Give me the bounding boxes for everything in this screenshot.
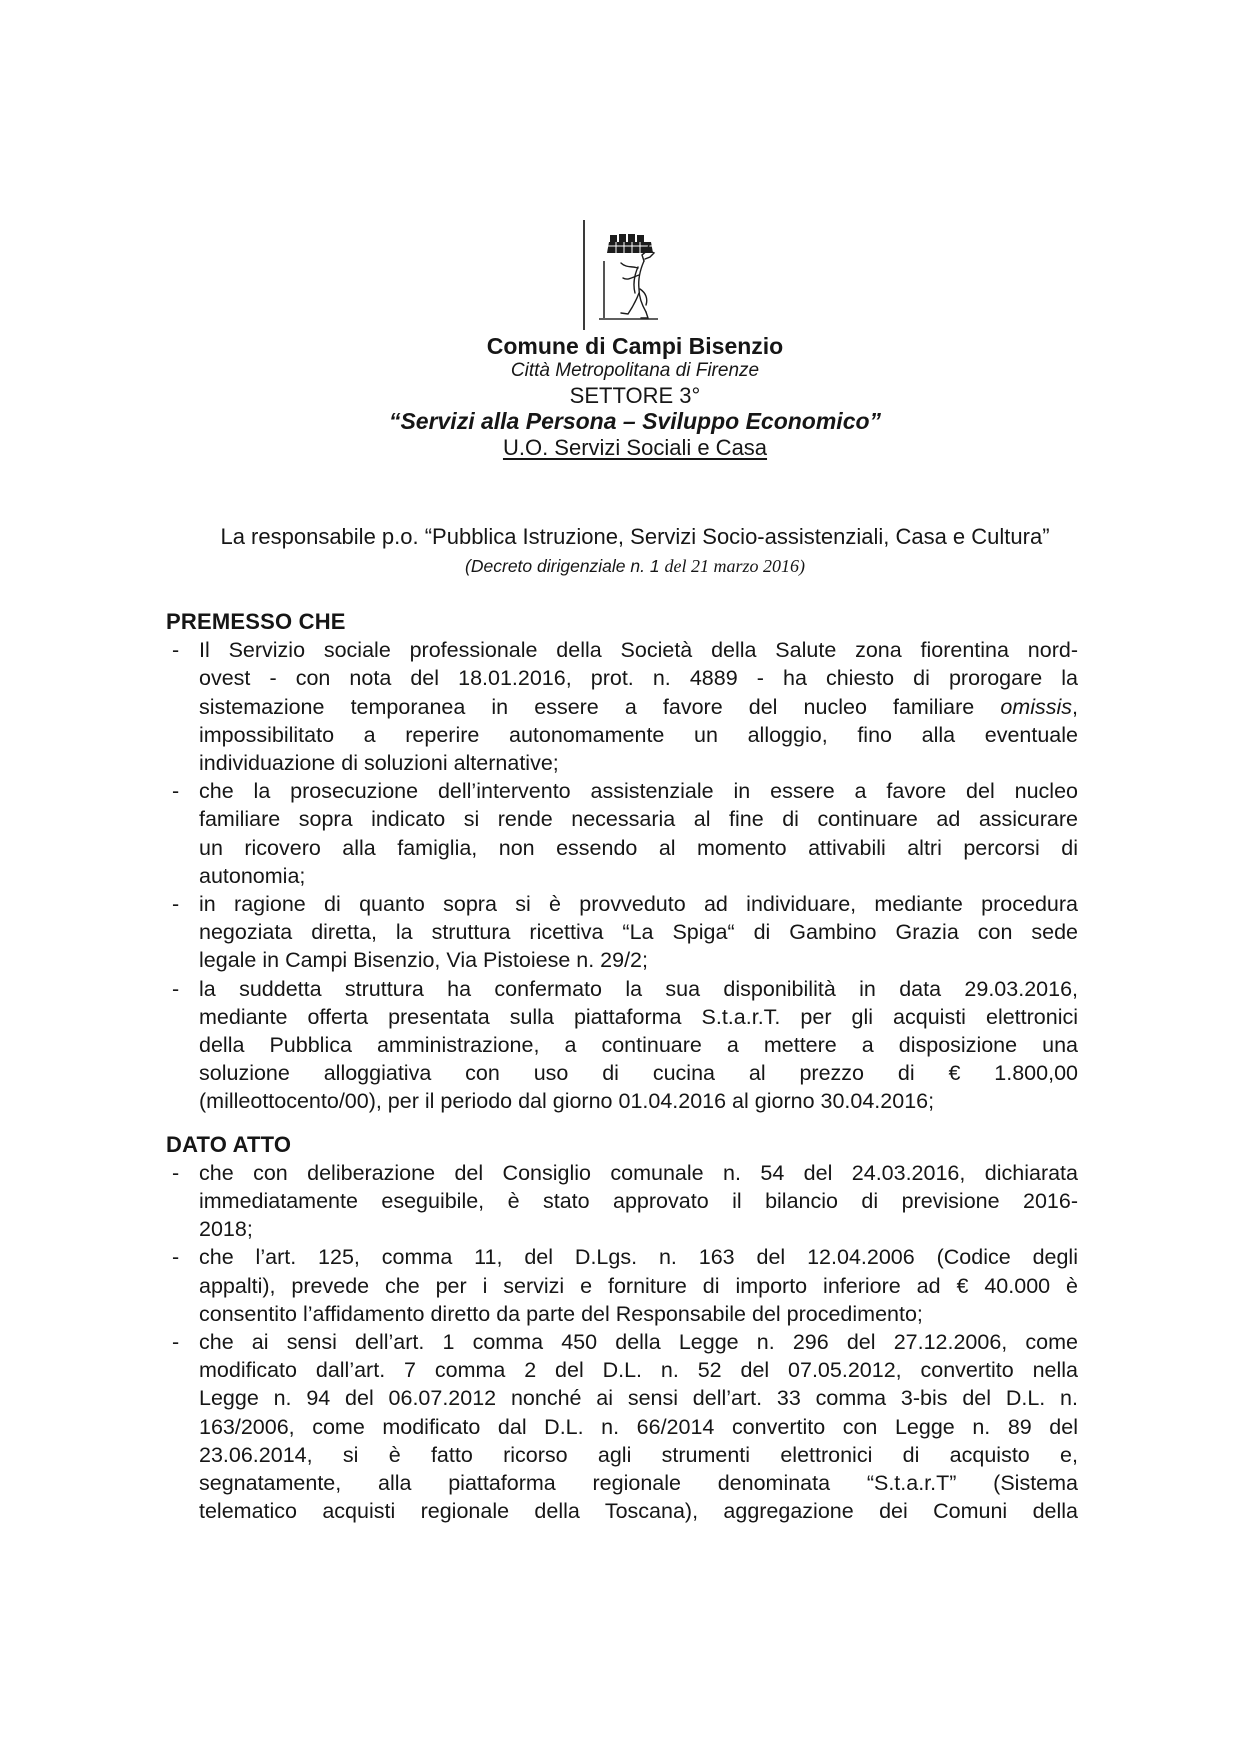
list-item-marker: -: [172, 1160, 180, 1185]
list-item: [166, 1243, 1078, 1328]
text-line: la suddetta struttura ha confermato la sua disponibilità in data 29.03.2016,: [199, 976, 1078, 1001]
text-line: consentito l’affidamento diretto da parte del Responsabile del procedimento;: [199, 1301, 923, 1326]
decree-part-serif: del 21 marzo 2016): [664, 556, 805, 576]
section-heading: DATO ATTO: [166, 1131, 292, 1157]
mural-crown-icon: [607, 234, 653, 253]
section: [166, 608, 1078, 1116]
decree-line: [31, 555, 1239, 577]
text-line: della Pubblica amministrazione, a continuare a mettere a disposizione una: [199, 1033, 1078, 1058]
text-line: Legge n. 94 del 06.07.2012 nonché ai sensi dell’art. 33 comma 3-bis del D.L. n.: [199, 1386, 1078, 1411]
section: [166, 1131, 1078, 1526]
text-line: telematico acquisti regionale della Toscana), aggregazione dei Comuni della: [199, 1499, 1078, 1524]
text-line: ovest - con nota del 18.01.2016, prot. n. 4889 - ha chiesto di prorogare la: [199, 666, 1078, 691]
text-line: un ricovero alla famiglia, non essendo al momento attivabili altri percorsi di: [199, 835, 1078, 860]
text-line: negoziata diretta, la struttura ricettiva “La Spiga“ di Gambino Grazia con sede: [199, 920, 1078, 945]
list-item: [166, 777, 1078, 890]
list-item-marker: -: [172, 892, 180, 917]
text-line: soluzione alloggiativa con uso di cucina al prezzo di € 1.800,00: [199, 1061, 1078, 1086]
division-title: “Servizi alla Persona – Sviluppo Economico”: [388, 408, 882, 434]
text-line: mediante offerta presentata sulla piattaforma S.t.a.r.T. per gli acquisti elettronici: [199, 1004, 1078, 1029]
list-item: [166, 1328, 1078, 1525]
org-subtitle: Città Metropolitana di Firenze: [510, 360, 760, 381]
document-header: [31, 334, 1239, 461]
crest-left-rule: [583, 220, 585, 330]
text-line: in ragione di quanto sopra si è provveduto ad individuare, mediante procedura: [199, 892, 1078, 917]
greyhound-icon: [621, 245, 654, 318]
list-item-marker: -: [172, 1245, 180, 1270]
text-line: 2018;: [199, 1217, 253, 1242]
text-line: legale in Campi Bisenzio, Via Pistoiese n. 29/2;: [199, 948, 648, 973]
coat-of-arms-icon: [594, 232, 666, 324]
text-line: immediatamente eseguibile, è stato approvato il bilancio di previsione 2016-: [199, 1189, 1078, 1214]
sector-title: SETTORE 3°: [569, 383, 701, 408]
text-line: impossibilitato a reperire autonomamente un alloggio, fino alla eventuale: [199, 722, 1078, 747]
text-line: sistemazione temporanea in essere a favore del nucleo familiare omissis,: [199, 694, 1078, 719]
text-line: che l’art. 125, comma 11, del D.Lgs. n. 163 del 12.04.2006 (Codice degli: [199, 1245, 1078, 1270]
text-line: che la prosecuzione dell’intervento assistenziale in essere a favore del nucleo: [199, 779, 1078, 804]
list-item: [166, 890, 1078, 975]
list-item: [166, 1159, 1078, 1244]
list-item-marker: -: [172, 779, 180, 804]
section-heading: PREMESSO CHE: [166, 609, 346, 634]
text-line: Il Servizio sociale professionale della Società della Salute zona fiorentina nord-: [199, 638, 1078, 663]
list-item-marker: -: [172, 1330, 180, 1355]
list-item: [166, 636, 1078, 777]
text-line: appalti), prevede che per i servizi e forniture di importo inferiore ad € 40.000 è: [199, 1273, 1078, 1298]
text-line: segnatamente, alla piattaforma regionale denominata “S.t.a.r.T” (Sistema: [199, 1471, 1078, 1496]
text-line: modificato dall’art. 7 comma 2 del D.L. n. 52 del 07.05.2012, convertito nella: [199, 1358, 1078, 1383]
text-line: individuazione di soluzioni alternative;: [199, 751, 559, 776]
unit-title: U.O. Servizi Sociali e Casa: [502, 435, 768, 460]
text-line: familiare sopra indicato si rende necessaria al fine di continuare ad assicurare: [199, 807, 1078, 832]
text-line: 23.06.2014, si è fatto ricorso agli strumenti elettronici di acquisto e,: [199, 1442, 1078, 1467]
text-line: che ai sensi dell’art. 1 comma 450 della Legge n. 296 del 27.12.2006, come: [199, 1330, 1078, 1355]
intro-block: [31, 524, 1239, 577]
text-line: (milleottocento/00), per il periodo dal giorno 01.04.2016 al giorno 30.04.2016;: [199, 1089, 935, 1114]
org-name: Comune di Campi Bisenzio: [486, 333, 784, 359]
document-sections: [166, 608, 1078, 1526]
list-item-marker: -: [172, 976, 180, 1001]
responsible-line: La responsabile p.o. “Pubblica Istruzione, Servizi Socio-assistenziali, Casa e Cultura”: [220, 524, 1050, 549]
text-line: 163/2006, come modificato dal D.L. n. 66/2014 convertito con Legge n. 89 del: [199, 1414, 1078, 1439]
list-item: [166, 975, 1078, 1116]
text-line: autonomia;: [199, 863, 306, 888]
list-item-marker: -: [172, 638, 180, 663]
decree-part-sans: (Decreto dirigenziale n. 1: [465, 556, 665, 576]
text-line: che con deliberazione del Consiglio comunale n. 54 del 24.03.2016, dichiarata: [199, 1160, 1078, 1185]
